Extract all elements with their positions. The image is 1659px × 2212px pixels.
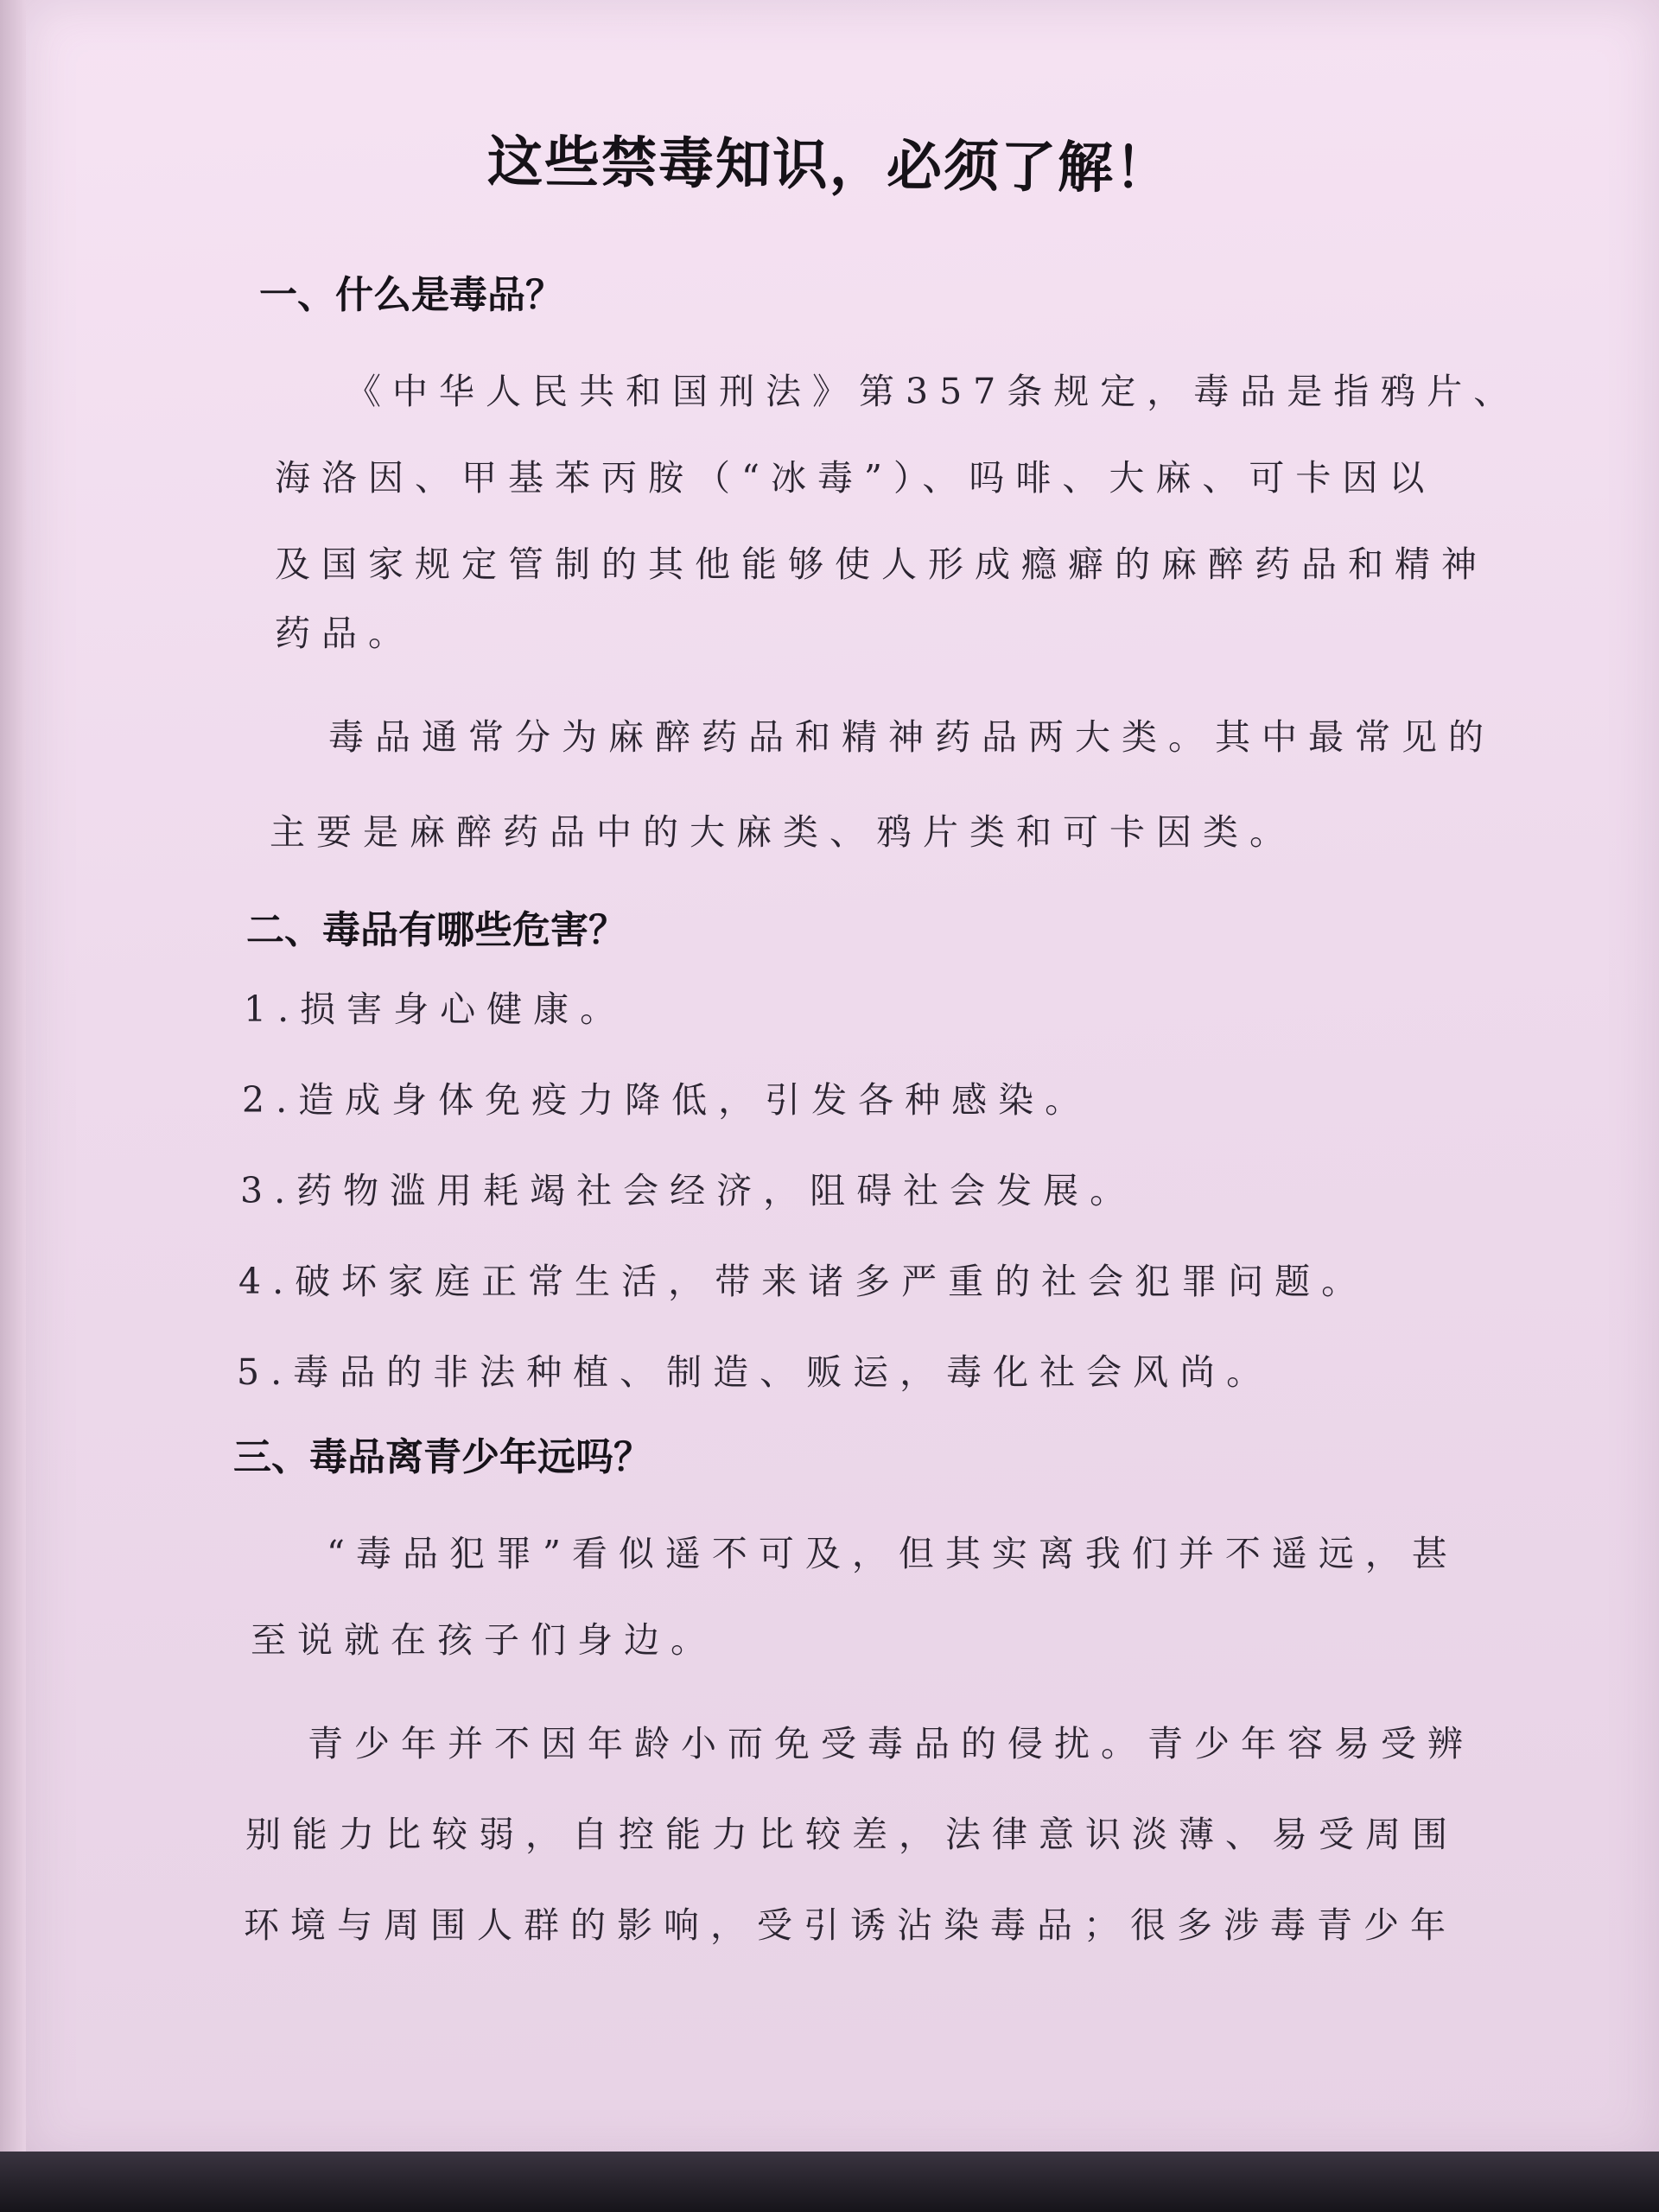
harm-item: 1.损害身心健康。 (244, 988, 627, 1030)
section-1-heading: 一、什么是毒品？ (259, 273, 563, 317)
section-1-para-1-line-3: 及国家规定管制的其他能够使人形成瘾癖的麻醉药品和精神 (275, 543, 1488, 585)
section-3-para-1-line-2: 至说就在孩子们身边。 (251, 1619, 717, 1661)
dark-background-bottom (0, 2152, 1659, 2212)
section-1-para-1-line-4: 药品。 (275, 613, 415, 654)
section-3-para-1-line-1: “毒品犯罪”看似遥不可及，但其实离我们并不遥远，甚 (327, 1533, 1459, 1574)
section-3-heading: 三、毒品离青少年远吗？ (233, 1435, 652, 1479)
section-1-para-2-line-1: 毒品通常分为麻醉药品和精神药品两大类。其中最常见的 (328, 716, 1495, 758)
harm-item: 3.药物滥用耗竭社会经济，阻碍社会发展。 (240, 1170, 1137, 1211)
section-3-para-2-line-2: 别能力比较弱，自控能力比较差，法律意识淡薄、易受周围 (245, 1814, 1459, 1855)
harm-item: 5.毒品的非法种植、制造、贩运，毒化社会风尚。 (237, 1351, 1274, 1393)
harm-item: 2.造成身体免疫力降低，引发各种感染。 (242, 1079, 1092, 1121)
section-3-para-2-line-1: 青少年并不因年龄小而免受毒品的侵扰。青少年容易受辨 (308, 1723, 1474, 1764)
section-1-para-1-line-2: 海洛因、甲基苯丙胺（“冰毒”）、吗啡、大麻、可卡因以 (275, 457, 1436, 499)
section-3-para-2-line-3: 环境与周围人群的影响，受引诱沾染毒品；很多涉毒青少年 (244, 1904, 1457, 1946)
section-2-heading: 二、毒品有哪些危害？ (246, 908, 626, 952)
harm-item: 4.破坏家庭正常生活，带来诸多严重的社会犯罪问题。 (238, 1261, 1369, 1302)
section-1-para-2-line-2: 主要是麻醉药品中的大麻类、鸦片类和可卡因类。 (270, 811, 1296, 853)
section-1-para-1-line-1: 《中华人民共和国刑法》第357条规定，毒品是指鸦片、 (346, 371, 1521, 412)
document-title: 这些禁毒知识，必须了解！ (486, 129, 1173, 202)
paper-left-edge (0, 0, 26, 2186)
